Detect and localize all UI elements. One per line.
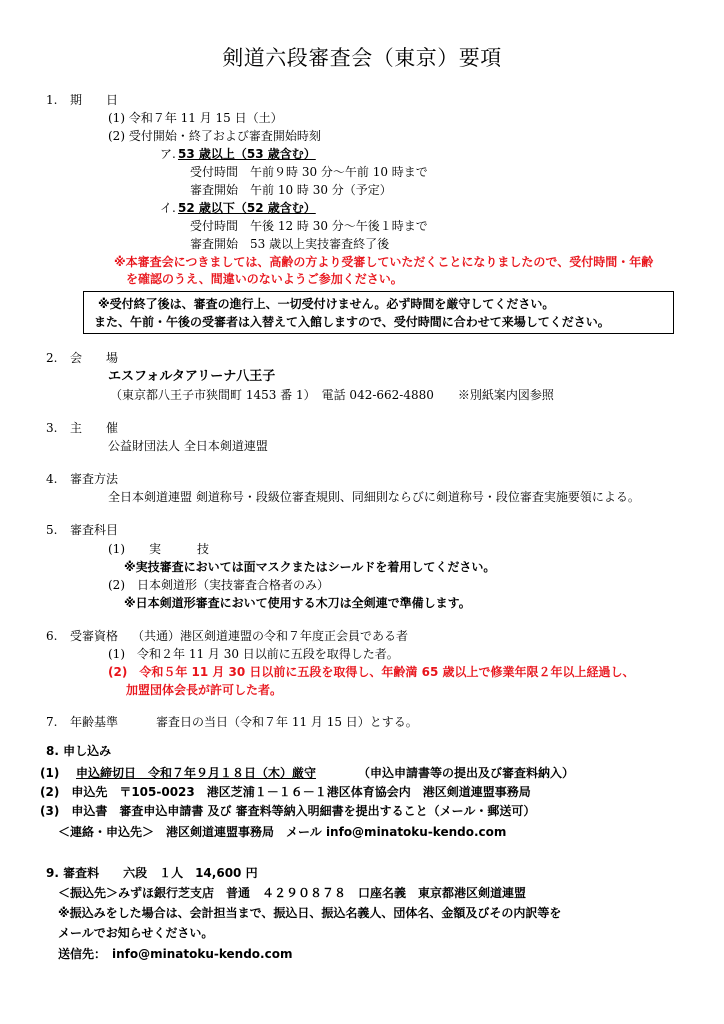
group-b-reception: 受付時間 午後 12 時 30 分～午後１時まで (190, 219, 428, 233)
group-b-label: イ. (160, 201, 176, 215)
group-a-start: 審査開始 午前 10 時 30 分（予定） (190, 183, 392, 197)
reception-heading: (2) 受付開始・終了および審査開始時刻 (108, 129, 321, 143)
group-b-start: 審査開始 53 歳以上実技審査終了後 (190, 237, 390, 251)
age-basis-body: 審査日の当日（令和７年 11 月 15 日）とする。 (156, 715, 418, 729)
group-b-title: 52 歳以下（52 歳含む） (178, 201, 316, 215)
section-heading: 9. 審査料 六段 １人 14,600 円 (46, 866, 258, 880)
venue-address: （東京都八王子市狭間町 1453 番 1） 電話 042-662-4880 ※別紙案内図参照 (110, 388, 554, 402)
application-documents: (3) 申込書 審査申込申請書 及び 審査料等納入明細書を提出すること（メール・郵送可） (40, 804, 536, 818)
application-deadline-note: （申込申請書等の提出及び審査料納入） (358, 766, 575, 780)
eligibility-item-1: (1) 令和２年 11 月 30 日以前に五段を取得した者。 (108, 647, 399, 661)
page-title: 剣道六段審査会（東京）要項 (222, 46, 502, 70)
eligibility-item-2: (2) 令和５年 11 月 30 日以前に五段を取得し、年齢満 65 歳以上で修業年限２年以上経過し、 (108, 665, 635, 679)
application-contact: ＜連絡・申込先＞ 港区剣道連盟事務局 メール info@minatoku-kendo.com (58, 825, 507, 839)
section-number: 1. (46, 93, 58, 107)
notice-red-line2: を確認のうえ、間違いのないようご参加ください。 (126, 272, 403, 286)
fee-notice-line1: ※振込みをした場合は、会計担当まで、振込日、振込名義人、団体名、金額及びその内訳等を (58, 906, 562, 920)
subject-kata-note: ※日本剣道形審査において使用する木刀は全剣連で準備します。 (124, 596, 471, 610)
group-a-reception: 受付時間 午前９時 30 分～午前 10 時まで (190, 165, 428, 179)
application-deadline: 申込締切日 令和７年９月１８日（木）厳守 (76, 766, 317, 780)
section-heading: 会 場 (70, 351, 119, 365)
notice-box-line1: ※受付終了後は、審査の進行上、一切受付けません。必ず時間を厳守してください。 (98, 297, 555, 311)
section-heading: 審査科目 (70, 523, 119, 537)
section-number: 3. (46, 421, 58, 435)
section-number: 2. (46, 351, 58, 365)
subject-practical: (1) 実 技 (108, 542, 209, 556)
section-number: 5. (46, 523, 58, 537)
method-body: 全日本剣道連盟 剣道称号・段級位審査規則、同細則ならびに剣道称号・段位審査実施要領による。 (108, 490, 640, 504)
section-heading: 8. 申し込み (46, 744, 112, 758)
section-heading: 受審資格 (70, 629, 119, 643)
fee-send-to: 送信先： info@minatoku-kendo.com (58, 947, 293, 961)
section-heading: 期 日 (70, 93, 119, 107)
exam-date: (1) 令和７年 11 月 15 日（土） (108, 111, 283, 125)
section-number: 7. (46, 715, 58, 729)
fee-bank-account: ＜振込先＞みずほ銀行芝支店 普通 ４２９０８７８ 口座名義 東京都港区剣道連盟 (58, 886, 527, 900)
fee-notice-line2: メールでお知らせください。 (58, 926, 214, 940)
section-heading: 年齢基準 (70, 715, 119, 729)
venue-name: エスフォルタアリーナ八王子 (108, 369, 276, 384)
eligibility-item-2-cont: 加盟団体会長が許可した者。 (126, 683, 283, 697)
organizer-name: 公益財団法人 全日本剣道連盟 (108, 439, 268, 453)
subject-kata: (2) 日本剣道形（実技審査合格者のみ） (108, 578, 329, 592)
section-number: 4. (46, 472, 58, 486)
notice-red-line1: ※本審査会につきましては、高齢の方より受審していただくことになりましたので、受付時間・年齢 (114, 255, 654, 269)
application-address: (2) 申込先 〒105-0023 港区芝浦１－１６－１港区体育協会内 港区剣道連盟事務局 (40, 785, 531, 799)
section-heading: 主 催 (70, 421, 119, 435)
application-item-1-num: (1) (40, 766, 72, 780)
group-a-label: ア. (160, 147, 176, 161)
section-heading: 審査方法 (70, 472, 119, 486)
section-number: 6. (46, 629, 58, 643)
notice-box (83, 291, 674, 334)
notice-box-line2: また、午前・午後の受審者は入替えて入館しますので、受付時間に合わせて来場してください。 (94, 315, 610, 329)
group-a-title: 53 歳以上（53 歳含む） (178, 147, 316, 161)
subject-practical-note: ※実技審査においては面マスクまたはシールドを着用してください。 (124, 560, 496, 574)
eligibility-common: （共通）港区剣道連盟の令和７年度正会員である者 (132, 629, 409, 643)
